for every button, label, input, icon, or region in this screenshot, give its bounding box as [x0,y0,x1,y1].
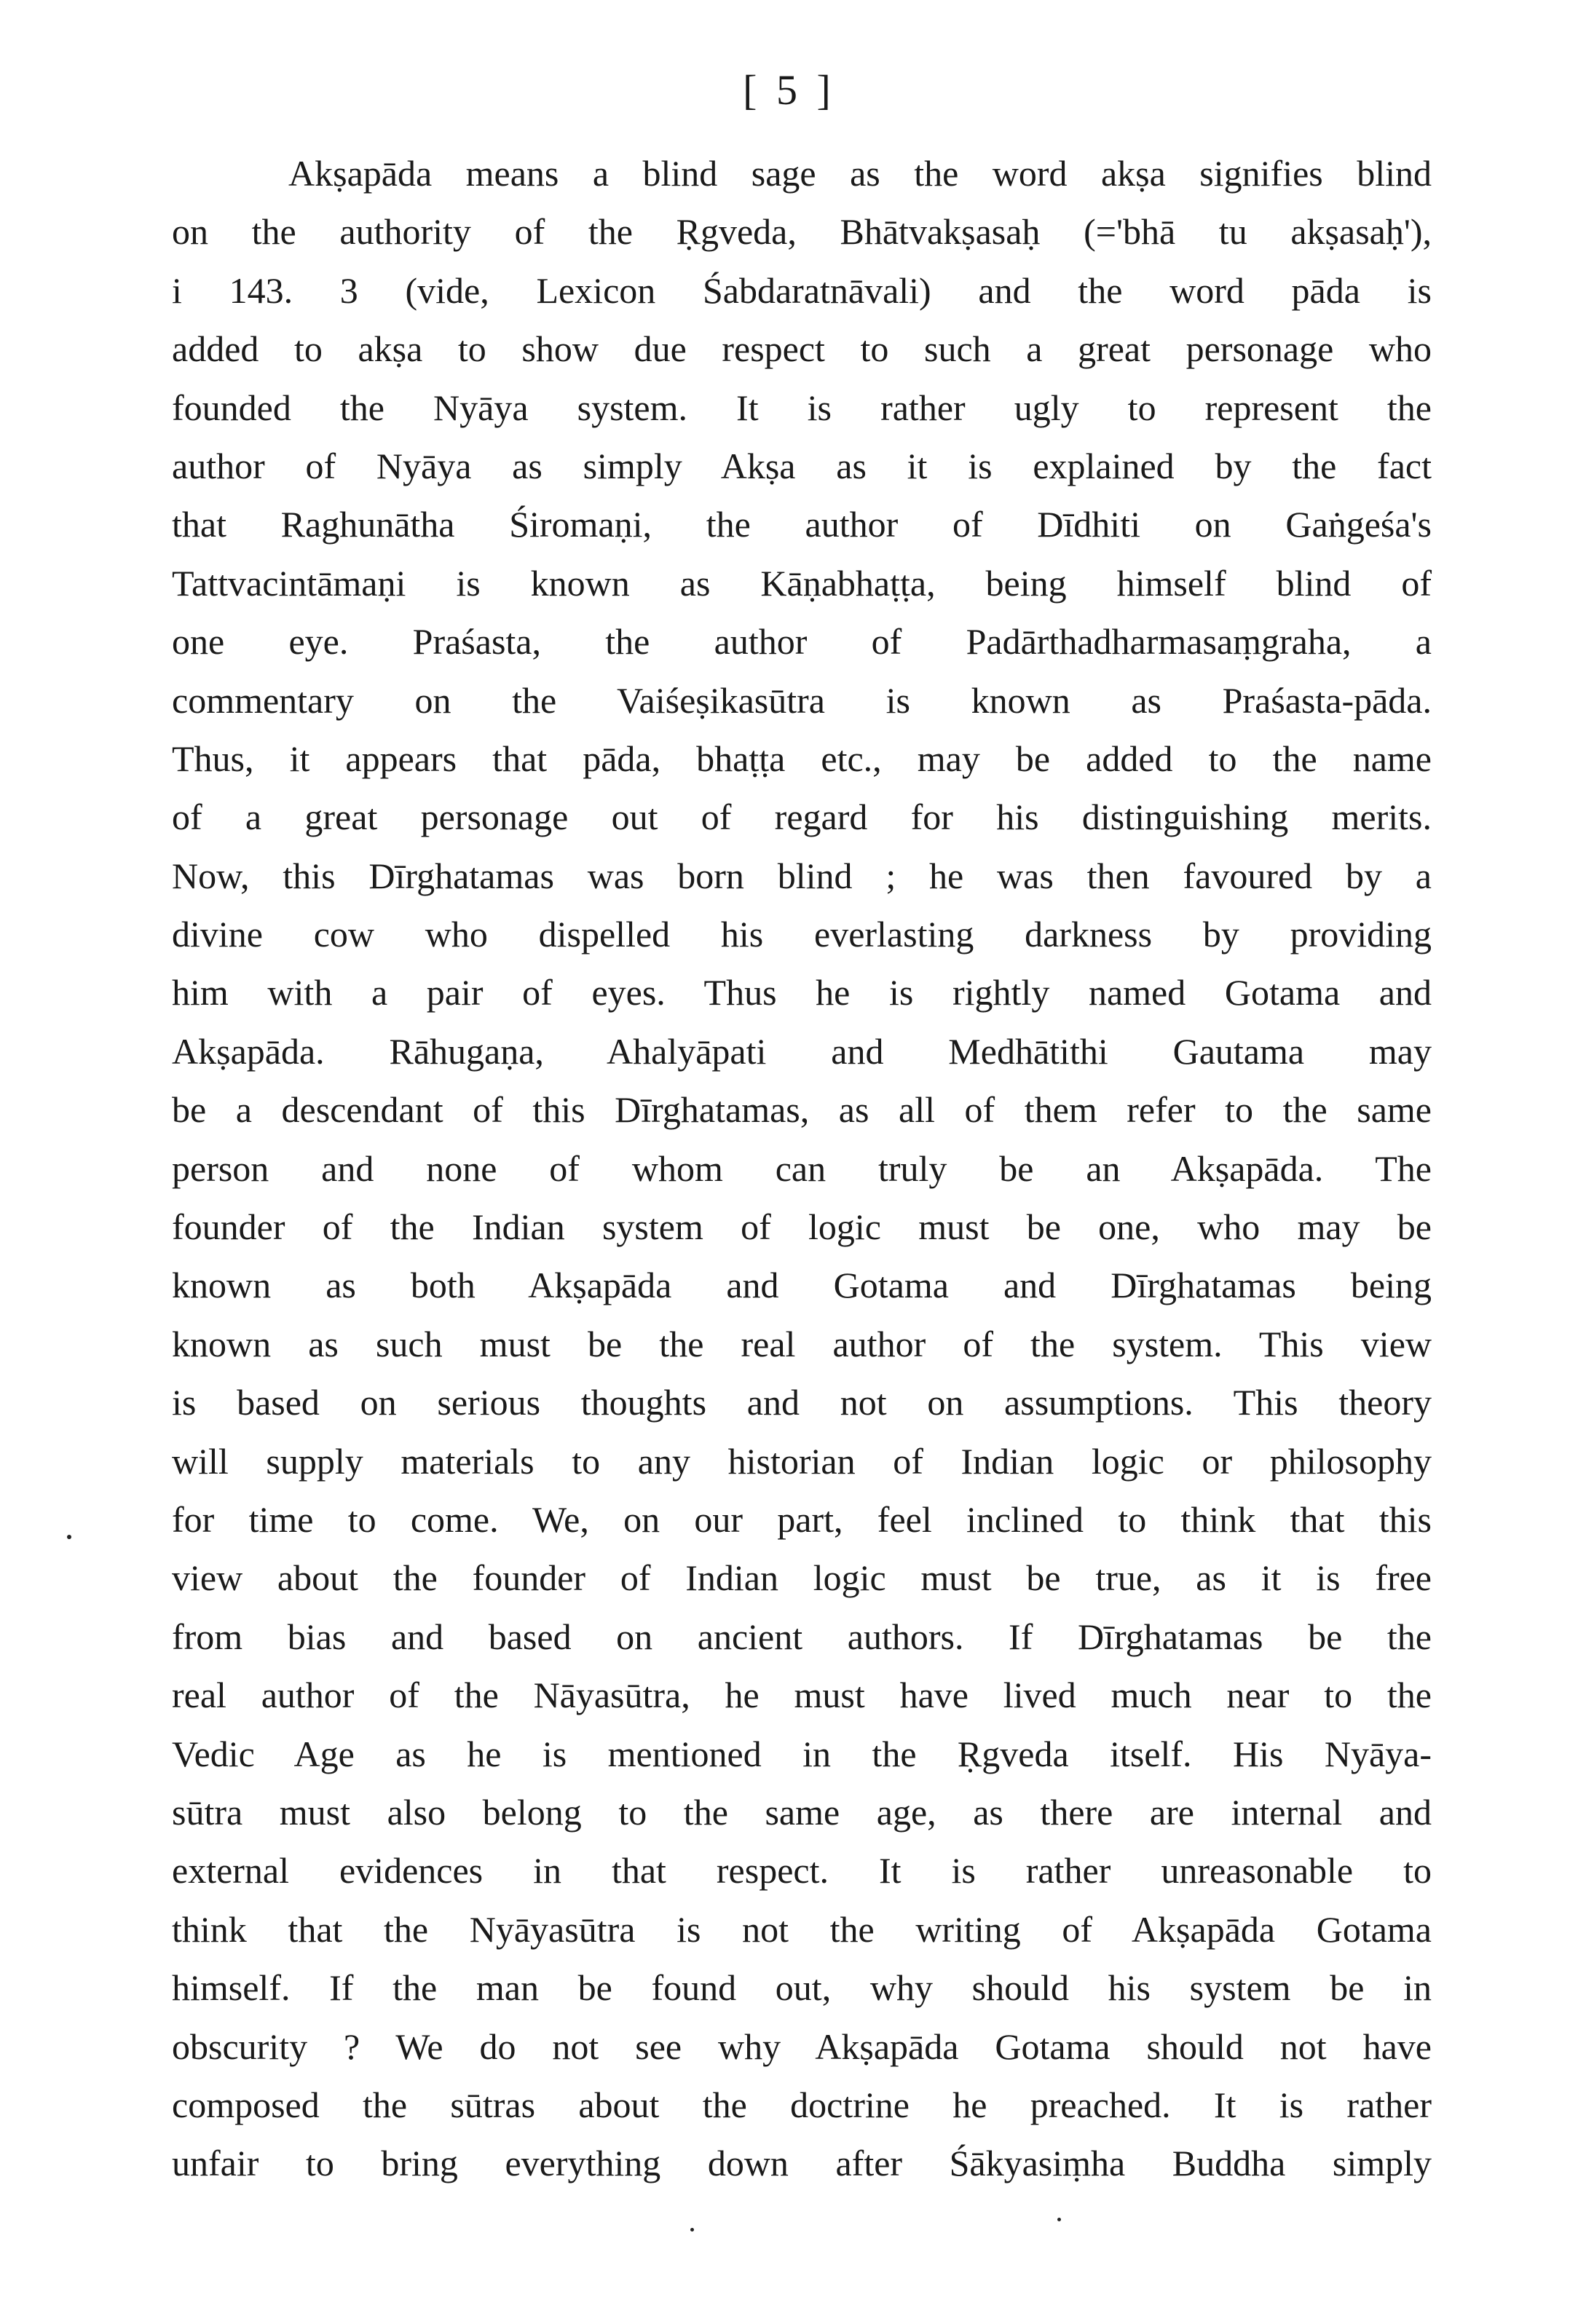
text-line: founded the Nyāya system. It is rather ugly to represent the [172,387,1432,428]
text-line: on the authority of the Ṛgveda, Bhātvakṣasaḥ (='bhā tu akṣasaḥ'), [172,211,1432,253]
text-line: of a great personage out of regard for his distinguishing merits. [172,797,1432,838]
text-line: himself. If the man be found out, why should his system be in [172,1967,1432,2009]
text-line: for time to come. We, on our part, feel inclined to think that this [172,1498,1432,1540]
text-line: Thus, it appears that pāda, bhaṭṭa etc., may be added to the name [172,738,1432,779]
text-line: is based on serious thoughts and not on assumptions. This theory [172,1382,1432,1423]
text-line: from bias and based on ancient authors. If Dīrghatamas be the [172,1616,1432,1657]
text-line: obscurity ? We do not see why Akṣapāda Gotama should not have [172,2025,1432,2067]
text-line: Akṣapāda means a blind sage as the word akṣa signifies blind [288,153,1432,194]
text-line: real author of the Nāyasūtra, he must have lived much near to the [172,1675,1432,1716]
text-line: be a descendant of this Dīrghatamas, as all of them refer to the same [172,1089,1432,1131]
text-line: added to akṣa to show due respect to such a great personage who [172,328,1432,370]
text-line: Akṣapāda. Rāhugaṇa, Ahalyāpati and Medhātithi Gautama may [172,1030,1432,1072]
text-line: external evidences in that respect. It is rather unreasonable to [172,1850,1432,1892]
text-line: that Raghunātha Śiromaṇi, the author of Dīdhiti on Gaṅgeśa's [172,504,1432,545]
text-line: one eye. Praśasta, the author of Padārthadharmasaṃgraha, a [172,621,1432,663]
text-line: Tattvacintāmaṇi is known as Kāṇabhaṭṭa, being himself blind of [172,562,1432,604]
text-line: unfair to bring everything down after Śākyasiṃha Buddha simply [172,2143,1432,2184]
text-line: will supply materials to any historian of Indian logic or philosophy [172,1440,1432,1482]
text-line: think that the Nyāyasūtra is not the writing of Akṣapāda Gotama [172,1908,1432,1950]
text-line: founder of the Indian system of logic must be one, who may be [172,1206,1432,1248]
text-line: commentary on the Vaiśeṣikasūtra is known as Praśasta-pāda. [172,679,1432,721]
scan-speck [67,1535,71,1539]
text-line: him with a pair of eyes. Thus he is rightly named Gotama and [172,972,1432,1013]
text-line: composed the sūtras about the doctrine he preached. It is rather [172,2084,1432,2125]
text-line: sūtra must also belong to the same age, as there are internal and [172,1791,1432,1833]
text-line: person and none of whom can truly be an Akṣapāda. The [172,1147,1432,1189]
text-line: known as such must be the real author of the system. This view [172,1323,1432,1364]
scan-speck [690,2228,694,2232]
text-line: known as both Akṣapāda and Gotama and Dīrghatamas being [172,1265,1432,1306]
text-line: i 143. 3 (vide, Lexicon Śabdaratnāvali) and the word pāda is [172,269,1432,311]
scan-speck [1057,2218,1061,2221]
text-line: view about the founder of Indian logic must be true, as it is free [172,1557,1432,1599]
text-line: divine cow who dispelled his everlasting darkness by providing [172,914,1432,955]
text-line: Now, this Dīrghatamas was born blind ; he was then favoured by a [172,855,1432,896]
text-line: author of Nyāya as simply Akṣa as it is explained by the fact [172,445,1432,486]
page-number: [ 5 ] [743,66,835,114]
body-text [172,144,1432,2193]
text-line: Vedic Age as he is mentioned in the Ṛgveda itself. His Nyāya- [172,1733,1432,1774]
